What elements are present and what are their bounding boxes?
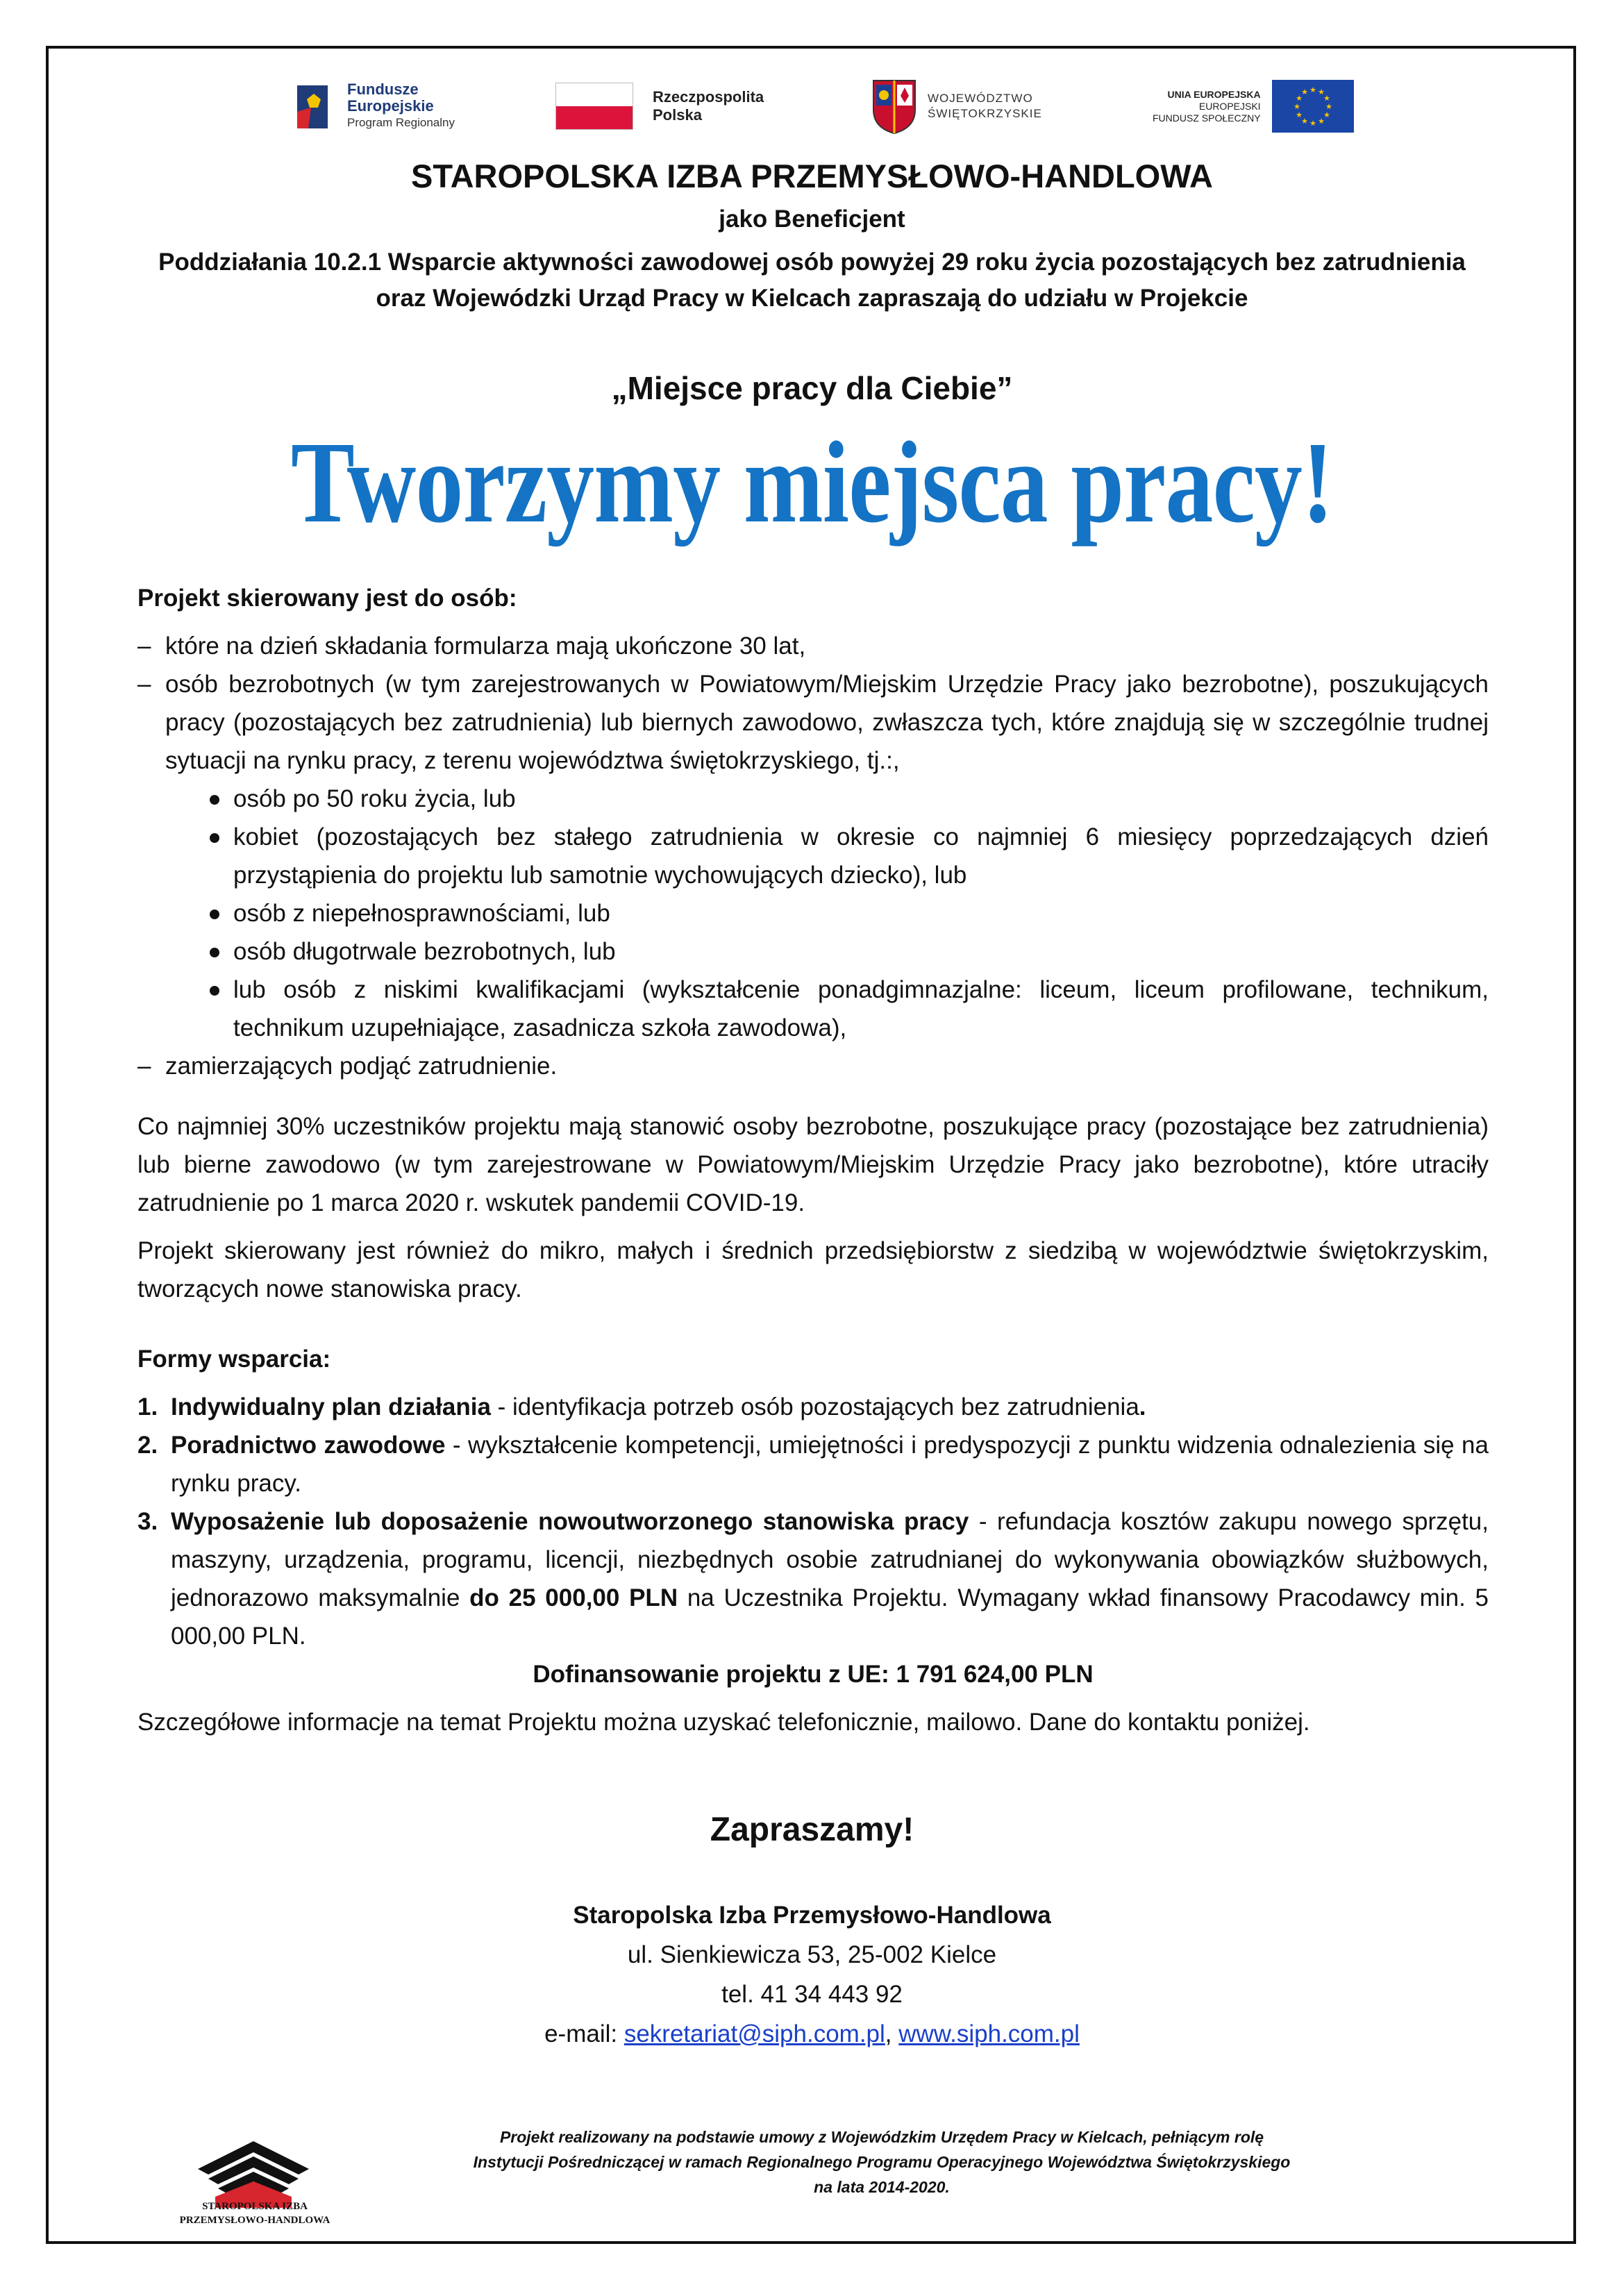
- project-name: „Miejsce pracy dla Ciebie”: [611, 370, 1013, 406]
- support-text: na Uczestnika Projektu. Wymagany wkład finansowy Pracodawcy min. 5 000,00 PLN.: [171, 1584, 1489, 1650]
- list-item-text: osób bezrobotnych (w tym zarejestrowanych w Powiatowym/Miejskim Urzędzie Pracy jako bezrobotne), poszukujących pracy (pozostających bez zatrudnienia) lub biernych zawodowo, zwłaszcza tych, które znajdują się w szczególnie trudnej sytuacji na rynku pracy, z terenu województwa świętokrzyskiego, tj.:,: [165, 671, 1489, 774]
- email-label: e-mail:: [544, 2020, 624, 2047]
- footer-note: Projekt realizowany na podstawie umowy z Wojewódzkim Urzędem Pracy w Kielcach, pełniącym rolę Instytucji Pośredniczącej w ramach Regionalnego Programu Operacyjnego Województwa Świętokrzyskiego na lata 2014-2020.: [473, 2128, 1291, 2196]
- list-item: osób po 50 roku życia, lub: [207, 780, 1489, 818]
- svg-text:★: ★: [1323, 94, 1330, 103]
- subtitle: Poddziałania 10.2.1 Wsparcie aktywności zawodowej osób powyżej 29 roku życia pozostających bez zatrudnienia oraz Wojewódzki Urząd Pracy w Kielcach zapraszają do udziału w Projekcie: [158, 249, 1466, 312]
- headline: Tworzymy miejsca pracy!: [290, 418, 1334, 547]
- list-item: [137, 1502, 1489, 1655]
- logo-text: Polska: [653, 106, 702, 124]
- logos-bar: [0, 75, 1624, 137]
- list-item: osób długotrwale bezrobotnych, lub: [207, 932, 1489, 971]
- svg-text:★: ★: [1325, 102, 1332, 111]
- support-title: Poradnictwo zawodowe: [171, 1432, 446, 1459]
- fundusze-europejskie-logo: [293, 75, 455, 137]
- coat-of-arms-icon: [871, 78, 918, 135]
- support-title: Indywidualny plan działania: [171, 1393, 491, 1421]
- organization-title: STAROPOLSKA IZBA PRZEMYSŁOWO-HANDLOWA: [411, 158, 1213, 194]
- svg-text:★: ★: [1300, 117, 1308, 126]
- eu-flag-icon: [1272, 80, 1354, 133]
- eu-funds-star-icon: [293, 80, 336, 133]
- list-item: [137, 1426, 1489, 1502]
- logo-text: Europejskie: [347, 97, 434, 115]
- svg-text:★: ★: [1323, 110, 1330, 119]
- svg-text:★: ★: [1317, 87, 1325, 97]
- wojewodztwo-swietokrzyskie-logo: [871, 75, 1042, 137]
- separator: ,: [885, 2020, 899, 2047]
- contact-address: ul. Sienkiewicza 53, 25-002 Kielce: [627, 1941, 997, 1968]
- polish-flag-icon: [555, 83, 633, 130]
- contact-block: [0, 1895, 1624, 2054]
- paragraph: Co najmniej 30% uczestników projektu mają stanowić osoby bezrobotne, poszukujące pracy (pozostające bez zatrudnienia) lub bierne zawodowo (w tym zarejestrowane w Powiatowym/Miejskim Urzędzie Pracy jako bezrobotne), które utraciły zatrudnienie po 1 marca 2020 r. wskutek pandemii COVID-19.: [137, 1113, 1489, 1216]
- svg-text:★: ★: [1309, 85, 1316, 94]
- list-number: 3.: [137, 1508, 158, 1535]
- footer-logo-text: [154, 2199, 355, 2227]
- beneficiary-label: jako Beneficjent: [719, 206, 905, 233]
- logo-text: Rzeczpospolita: [653, 88, 764, 106]
- logo-text: EUROPEJSKI: [1198, 100, 1261, 112]
- funding-line: Dofinansowanie projektu z UE: 1 791 624,00 PLN: [533, 1661, 1094, 1688]
- logo-text: PRZEMYSŁOWO-HANDLOWA: [179, 2215, 330, 2226]
- unia-europejska-logo: [1153, 75, 1354, 137]
- support-text: - identyfikacja potrzeb osób pozostających bez zatrudnienia: [490, 1393, 1139, 1421]
- support-list: [137, 1388, 1489, 1655]
- target-label: Projekt skierowany jest do osób:: [137, 585, 517, 612]
- paragraph: Szczegółowe informacje na temat Projektu można uzyskać telefonicznie, mailowo. Dane do kontaktu poniżej.: [137, 1709, 1310, 1736]
- target-sublist: [165, 780, 1489, 1047]
- contact-name: Staropolska Izba Przemysłowo-Handlowa: [573, 1902, 1051, 1929]
- list-item: – zamierzających podjąć zatrudnienie.: [137, 1047, 1489, 1085]
- list-item: lub osób z niskimi kwalifikacjami (wykształcenie ponadgimnazjalne: liceum, liceum profilowane, technikum, technikum uzupełniające, zasadnicza szkoła zawodowa),: [207, 971, 1489, 1047]
- logo-text: Fundusze: [347, 81, 419, 98]
- logo-text: FUNDUSZ SPOŁECZNY: [1153, 112, 1261, 124]
- svg-text:★: ★: [1293, 102, 1300, 111]
- support-text: .: [1139, 1393, 1146, 1421]
- paragraph: Projekt skierowany jest również do mikro, małych i średnich przedsiębiorstw z siedzibą w województwie świętokrzyskim, tworzących nowe stanowiska pracy.: [137, 1237, 1489, 1302]
- svg-text:★: ★: [1317, 117, 1325, 126]
- list-item: – które na dzień składania formularza mają ukończone 30 lat,: [137, 627, 1489, 665]
- support-text: - wykształcenie kompetencji, umiejętności i predyspozycji z punktu widzenia odnalezienia się na rynku pracy.: [171, 1432, 1489, 1497]
- logo-text: ŚWIĘTOKRZYSKIE: [928, 107, 1042, 120]
- website-link[interactable]: www.siph.com.pl: [898, 2020, 1080, 2047]
- contact-phone: tel. 41 34 443 92: [721, 1981, 903, 2008]
- email-link[interactable]: sekretariat@siph.com.pl: [623, 2020, 885, 2047]
- support-amount: do 25 000,00 PLN: [469, 1584, 678, 1611]
- logo-text: WOJEWÓDZTWO: [928, 92, 1033, 105]
- contact-email-line: [0, 2014, 1624, 2054]
- main-content: [137, 579, 1489, 1741]
- support-title: Wyposażenie lub doposażenie nowoutworzonego stanowiska pracy: [171, 1508, 969, 1535]
- svg-text:★: ★: [1300, 87, 1308, 97]
- list-number: 2.: [137, 1432, 158, 1459]
- logo-text: Program Regionalny: [347, 116, 455, 129]
- svg-text:★: ★: [1295, 94, 1303, 103]
- target-list: [137, 627, 1489, 1085]
- list-item: [137, 1388, 1489, 1426]
- list-number: 1.: [137, 1393, 158, 1421]
- list-item: kobiet (pozostających bez stałego zatrudnienia w okresie co najmniej 6 miesięcy poprzedzających dzień przystąpienia do projektu lub samotnie wychowujących dziecko), lub: [207, 818, 1489, 894]
- support-label: Formy wsparcia:: [137, 1346, 331, 1373]
- logo-text: STAROPOLSKA IZBA: [202, 2201, 308, 2212]
- rzeczpospolita-polska-logo: [555, 75, 764, 137]
- svg-text:★: ★: [1309, 119, 1316, 128]
- svg-text:★: ★: [1295, 110, 1303, 119]
- invite-heading: Zapraszamy!: [710, 1811, 914, 1848]
- list-item: [137, 665, 1489, 1047]
- logo-text: UNIA EUROPEJSKA: [1167, 88, 1261, 100]
- support-text: - refundacja kosztów zakupu nowego sprzętu, maszyny, urządzenia, programu, licencji, niezbędnych osobie zatrudnianej do wykonywania obowiązków służbowych, jednorazowo maksymalnie: [171, 1508, 1489, 1611]
- list-item: osób z niepełnosprawnościami, lub: [207, 894, 1489, 932]
